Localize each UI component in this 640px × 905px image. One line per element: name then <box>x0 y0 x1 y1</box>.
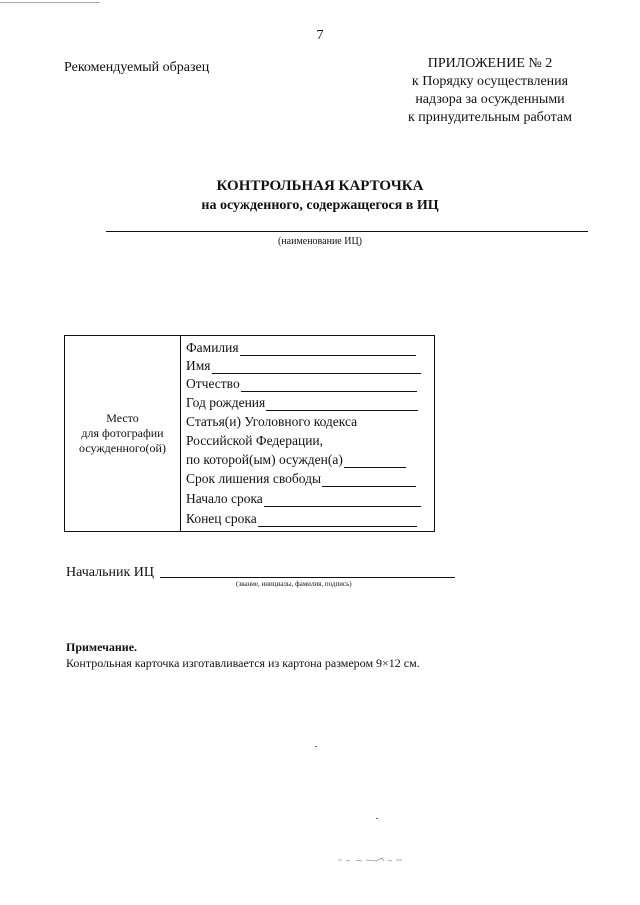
scan-speck <box>315 746 317 747</box>
field-article-line2 <box>186 433 323 449</box>
field-birth-year <box>186 395 418 411</box>
fill-line <box>266 398 418 411</box>
appendix-line: к Порядку осуществления <box>411 74 569 89</box>
ic-name-caption: (наименование ИЦ) <box>277 236 363 247</box>
ic-name-line <box>106 231 588 232</box>
appendix-line: к принудительным работам <box>408 110 572 125</box>
photo-caption-line: для фотографии <box>81 426 164 440</box>
fill-line <box>241 379 417 392</box>
fill-line <box>322 474 416 487</box>
field-term <box>186 471 416 487</box>
photo-caption-line: осужденного(ой) <box>79 441 166 455</box>
appendix-header <box>380 55 600 127</box>
field-label: Год рождения <box>186 395 266 410</box>
fill-line <box>240 343 416 356</box>
field-label: Срок лишения свободы <box>186 471 322 486</box>
fill-line <box>264 494 421 507</box>
scan-artifact-line <box>0 2 100 3</box>
photo-placeholder <box>65 336 181 531</box>
control-card-table <box>64 335 435 532</box>
appendix-line: надзора за осужденными <box>415 92 565 107</box>
chief-signature-caption: (звание, инициалы, фамилия, подпись) <box>236 580 352 588</box>
appendix-line: ПРИЛОЖЕНИЕ № 2 <box>427 56 553 71</box>
field-label: по которой(ым) осужден(а) <box>186 452 343 467</box>
recommended-sample-label: Рекомендуемый образец <box>64 60 210 75</box>
field-term-end <box>186 511 417 527</box>
card-title: КОНТРОЛЬНАЯ КАРТОЧКА <box>216 178 424 194</box>
field-first-name <box>186 358 421 374</box>
field-article <box>186 452 406 468</box>
field-label: Имя <box>186 358 211 373</box>
scan-speck <box>376 818 378 819</box>
page-number: 7 <box>316 28 324 43</box>
note-title: Примечание. <box>66 640 138 654</box>
field-surname <box>186 340 416 356</box>
field-term-start <box>186 491 421 507</box>
field-article-line1 <box>186 414 357 430</box>
chief-signature-line <box>160 577 455 578</box>
chief-label: Начальник ИЦ <box>66 565 155 580</box>
field-label: Российской Федерации, <box>186 433 324 448</box>
field-label: Конец срока <box>186 511 257 526</box>
note-text: Контрольная карточка изготавливается из картона размером 9×12 см. <box>66 656 420 670</box>
fill-line <box>212 361 421 374</box>
fill-line <box>344 455 406 468</box>
fill-line <box>258 514 417 527</box>
field-label: Отчество <box>186 376 240 391</box>
field-label: Статья(и) Уголовного кодекса <box>186 414 358 429</box>
field-label: Начало срока <box>186 491 263 506</box>
photo-caption-line: Место <box>106 411 139 425</box>
card-subtitle: на осужденного, содержащегося в ИЦ <box>201 198 439 213</box>
scan-scribble <box>336 852 406 864</box>
field-patronymic <box>186 376 417 392</box>
field-label: Фамилия <box>186 340 239 355</box>
